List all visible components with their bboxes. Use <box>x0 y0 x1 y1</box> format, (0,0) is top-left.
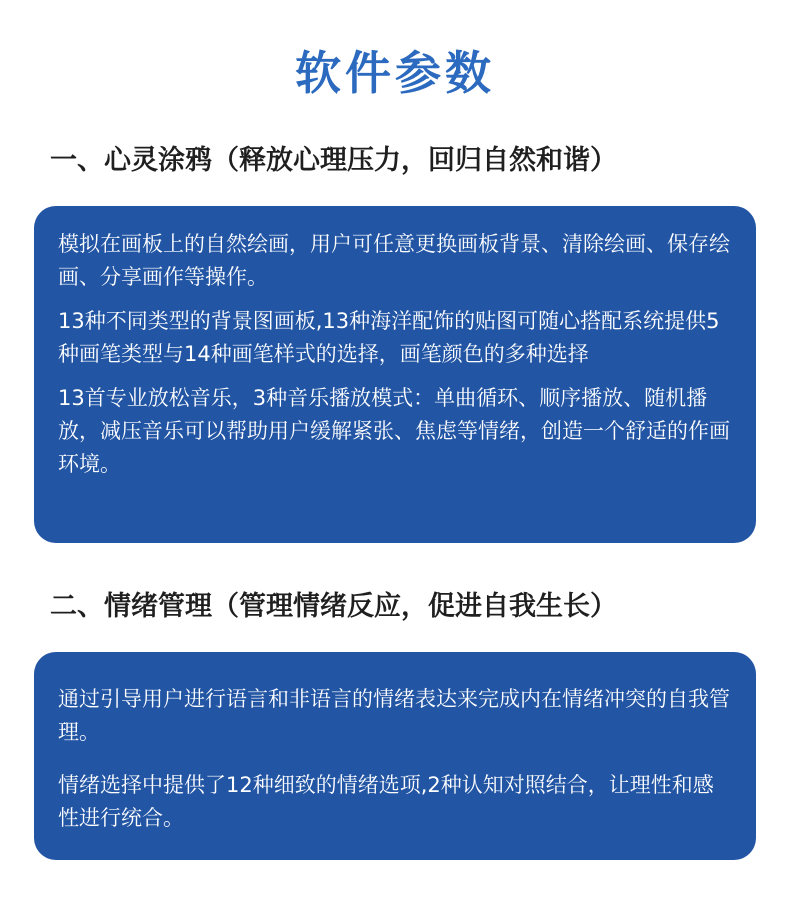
section-heading-doodle: 一、心灵涂鸦（释放心理压力，回归自然和谐） <box>50 145 617 176</box>
doodle-paragraph-3: 13首专业放松音乐，3种音乐播放模式：单曲循环、顺序播放、随机播放，减压音乐可以帮助用户缓解紧张、焦虑等情绪，创造一个舒适的作画环境。 <box>58 386 730 476</box>
page-title: 软件参数 <box>295 46 495 100</box>
doodle-paragraph-2: 13种不同类型的背景图画板,13种海洋配饰的贴图可随心搭配系统提供5种画笔类型与14种画笔样式的选择，画笔颜色的多种选择 <box>58 309 720 366</box>
emotion-info-card <box>34 652 756 860</box>
emotion-paragraph-2: 情绪选择中提供了12种细致的情绪选项,2种认知对照结合，让理性和感性进行统合。 <box>58 773 714 830</box>
doodle-paragraph-1: 模拟在画板上的自然绘画，用户可任意更换画板背景、清除绘画、保存绘画、分享画作等操作。 <box>58 232 730 289</box>
section-heading-emotion: 二、情绪管理（管理情绪反应，促进自我生长） <box>50 591 617 622</box>
emotion-paragraph-1: 通过引导用户进行语言和非语言的情绪表达来完成内在情绪冲突的自我管理。 <box>58 687 730 744</box>
doodle-info-card <box>34 206 756 543</box>
